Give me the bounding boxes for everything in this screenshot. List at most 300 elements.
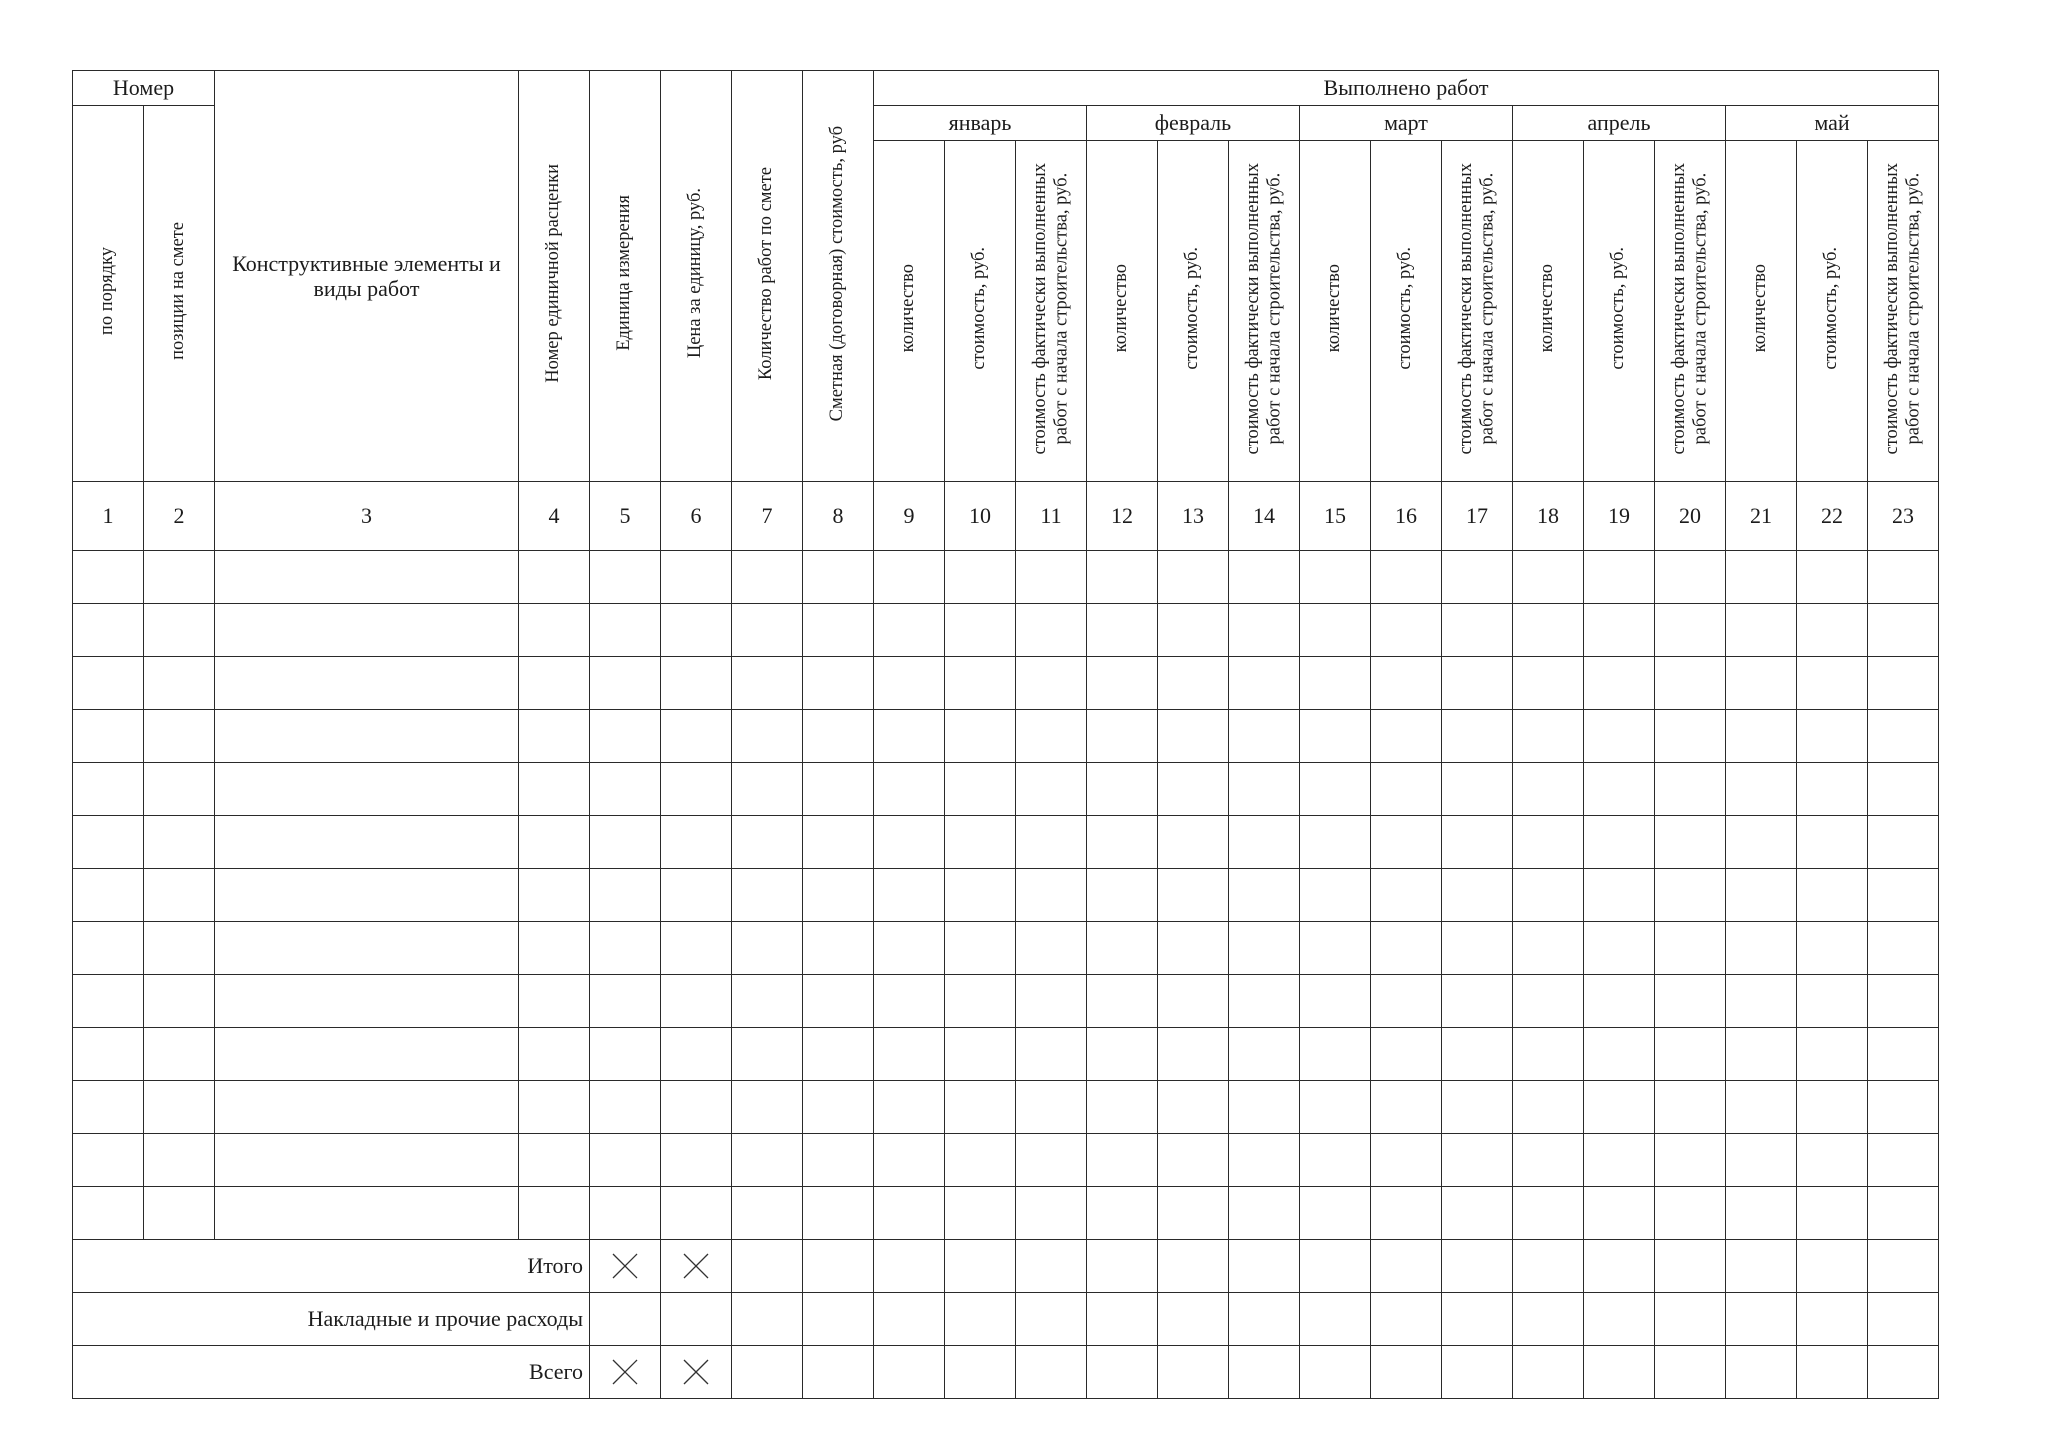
data-cell[interactable] [1371, 763, 1442, 816]
data-cell[interactable] [803, 975, 874, 1028]
data-cell[interactable] [874, 1134, 945, 1187]
data-cell[interactable] [1584, 763, 1655, 816]
data-cell[interactable] [1300, 604, 1371, 657]
data-cell[interactable] [874, 763, 945, 816]
data-cell[interactable] [1371, 604, 1442, 657]
data-cell[interactable] [661, 975, 732, 1028]
data-cell[interactable] [144, 1187, 215, 1240]
summary-cell[interactable] [1513, 1346, 1584, 1399]
data-cell[interactable] [1797, 816, 1868, 869]
data-cell[interactable] [1655, 922, 1726, 975]
data-cell[interactable] [1584, 1187, 1655, 1240]
data-cell[interactable] [1371, 710, 1442, 763]
data-cell[interactable] [215, 1134, 519, 1187]
data-cell[interactable] [1371, 816, 1442, 869]
data-cell[interactable] [661, 657, 732, 710]
data-cell[interactable] [590, 816, 661, 869]
data-cell[interactable] [1158, 1187, 1229, 1240]
summary-cell[interactable] [1300, 1293, 1371, 1346]
data-cell[interactable] [1726, 710, 1797, 763]
data-cell[interactable] [1513, 551, 1584, 604]
summary-cell[interactable] [661, 1293, 732, 1346]
data-cell[interactable] [215, 922, 519, 975]
data-cell[interactable] [144, 1134, 215, 1187]
data-cell[interactable] [1584, 1081, 1655, 1134]
data-cell[interactable] [1087, 1081, 1158, 1134]
data-cell[interactable] [732, 1187, 803, 1240]
data-cell[interactable] [945, 869, 1016, 922]
data-cell[interactable] [945, 763, 1016, 816]
data-cell[interactable] [1726, 922, 1797, 975]
data-cell[interactable] [1584, 657, 1655, 710]
data-cell[interactable] [803, 710, 874, 763]
data-cell[interactable] [1300, 763, 1371, 816]
data-cell[interactable] [215, 975, 519, 1028]
data-cell[interactable] [1797, 975, 1868, 1028]
data-cell[interactable] [1584, 710, 1655, 763]
data-cell[interactable] [661, 922, 732, 975]
data-cell[interactable] [1016, 763, 1087, 816]
data-cell[interactable] [1016, 1134, 1087, 1187]
data-cell[interactable] [874, 710, 945, 763]
data-cell[interactable] [1087, 604, 1158, 657]
data-cell[interactable] [1442, 816, 1513, 869]
data-cell[interactable] [1016, 1187, 1087, 1240]
data-cell[interactable] [1087, 1187, 1158, 1240]
data-cell[interactable] [215, 1187, 519, 1240]
data-cell[interactable] [732, 816, 803, 869]
data-cell[interactable] [1158, 604, 1229, 657]
data-cell[interactable] [590, 1187, 661, 1240]
data-cell[interactable] [945, 657, 1016, 710]
data-cell[interactable] [874, 1187, 945, 1240]
data-cell[interactable] [1655, 657, 1726, 710]
data-cell[interactable] [590, 763, 661, 816]
data-cell[interactable] [1868, 1028, 1939, 1081]
summary-cell[interactable] [1300, 1346, 1371, 1399]
data-cell[interactable] [1868, 763, 1939, 816]
data-cell[interactable] [945, 1187, 1016, 1240]
data-cell[interactable] [1868, 1081, 1939, 1134]
data-cell[interactable] [1442, 1187, 1513, 1240]
data-cell[interactable] [1371, 869, 1442, 922]
data-cell[interactable] [803, 869, 874, 922]
data-cell[interactable] [1442, 657, 1513, 710]
data-cell[interactable] [1513, 1028, 1584, 1081]
data-cell[interactable] [1229, 1187, 1300, 1240]
data-cell[interactable] [732, 1081, 803, 1134]
summary-cell[interactable] [803, 1240, 874, 1293]
data-cell[interactable] [1797, 1028, 1868, 1081]
data-cell[interactable] [1158, 657, 1229, 710]
data-cell[interactable] [1584, 816, 1655, 869]
data-cell[interactable] [215, 1028, 519, 1081]
data-cell[interactable] [590, 1028, 661, 1081]
data-cell[interactable] [1371, 922, 1442, 975]
data-cell[interactable] [1655, 604, 1726, 657]
data-cell[interactable] [1442, 1081, 1513, 1134]
data-cell[interactable] [1229, 1028, 1300, 1081]
data-cell[interactable] [215, 763, 519, 816]
data-cell[interactable] [1513, 710, 1584, 763]
data-cell[interactable] [1797, 763, 1868, 816]
data-cell[interactable] [1442, 604, 1513, 657]
data-cell[interactable] [1868, 710, 1939, 763]
data-cell[interactable] [1229, 922, 1300, 975]
data-cell[interactable] [73, 604, 144, 657]
data-cell[interactable] [1797, 922, 1868, 975]
summary-cell[interactable] [803, 1293, 874, 1346]
summary-cell[interactable] [1158, 1240, 1229, 1293]
summary-cell[interactable] [1016, 1293, 1087, 1346]
summary-cell[interactable] [874, 1240, 945, 1293]
data-cell[interactable] [1868, 975, 1939, 1028]
data-cell[interactable] [1158, 1081, 1229, 1134]
data-cell[interactable] [1584, 975, 1655, 1028]
summary-cell[interactable] [1158, 1346, 1229, 1399]
summary-cell[interactable] [945, 1240, 1016, 1293]
data-cell[interactable] [803, 816, 874, 869]
data-cell[interactable] [1158, 975, 1229, 1028]
data-cell[interactable] [1371, 1028, 1442, 1081]
data-cell[interactable] [803, 1134, 874, 1187]
data-cell[interactable] [1158, 1028, 1229, 1081]
data-cell[interactable] [1726, 975, 1797, 1028]
data-cell[interactable] [1513, 922, 1584, 975]
data-cell[interactable] [73, 816, 144, 869]
data-cell[interactable] [1087, 657, 1158, 710]
summary-cell[interactable] [1797, 1240, 1868, 1293]
data-cell[interactable] [1655, 1028, 1726, 1081]
data-cell[interactable] [1513, 869, 1584, 922]
data-cell[interactable] [1655, 1187, 1726, 1240]
data-cell[interactable] [1158, 1134, 1229, 1187]
data-cell[interactable] [874, 604, 945, 657]
data-cell[interactable] [1087, 922, 1158, 975]
data-cell[interactable] [1016, 975, 1087, 1028]
data-cell[interactable] [1087, 975, 1158, 1028]
data-cell[interactable] [1442, 710, 1513, 763]
data-cell[interactable] [1087, 869, 1158, 922]
data-cell[interactable] [874, 1081, 945, 1134]
data-cell[interactable] [1229, 657, 1300, 710]
data-cell[interactable] [874, 922, 945, 975]
data-cell[interactable] [874, 869, 945, 922]
summary-cell[interactable] [1655, 1293, 1726, 1346]
data-cell[interactable] [945, 816, 1016, 869]
data-cell[interactable] [1300, 657, 1371, 710]
summary-cell[interactable] [1513, 1293, 1584, 1346]
data-cell[interactable] [803, 763, 874, 816]
data-cell[interactable] [1584, 1134, 1655, 1187]
data-cell[interactable] [144, 922, 215, 975]
data-cell[interactable] [73, 710, 144, 763]
data-cell[interactable] [215, 816, 519, 869]
data-cell[interactable] [73, 869, 144, 922]
summary-cell[interactable] [1584, 1293, 1655, 1346]
data-cell[interactable] [803, 551, 874, 604]
data-cell[interactable] [1371, 657, 1442, 710]
data-cell[interactable] [1726, 816, 1797, 869]
data-cell[interactable] [1442, 763, 1513, 816]
data-cell[interactable] [144, 710, 215, 763]
data-cell[interactable] [803, 604, 874, 657]
data-cell[interactable] [1087, 763, 1158, 816]
summary-cell[interactable] [1229, 1240, 1300, 1293]
data-cell[interactable] [1655, 869, 1726, 922]
data-cell[interactable] [1300, 1081, 1371, 1134]
data-cell[interactable] [144, 816, 215, 869]
summary-cell[interactable] [1797, 1346, 1868, 1399]
data-cell[interactable] [1016, 922, 1087, 975]
data-cell[interactable] [803, 922, 874, 975]
summary-cell[interactable] [1726, 1346, 1797, 1399]
data-cell[interactable] [1087, 710, 1158, 763]
data-cell[interactable] [1442, 975, 1513, 1028]
data-cell[interactable] [519, 975, 590, 1028]
data-cell[interactable] [874, 657, 945, 710]
summary-cell[interactable] [1371, 1293, 1442, 1346]
data-cell[interactable] [1655, 710, 1726, 763]
data-cell[interactable] [945, 975, 1016, 1028]
data-cell[interactable] [1229, 1081, 1300, 1134]
data-cell[interactable] [1868, 657, 1939, 710]
data-cell[interactable] [1797, 1187, 1868, 1240]
data-cell[interactable] [1300, 869, 1371, 922]
data-cell[interactable] [874, 975, 945, 1028]
data-cell[interactable] [1016, 816, 1087, 869]
data-cell[interactable] [1442, 869, 1513, 922]
data-cell[interactable] [803, 657, 874, 710]
data-cell[interactable] [661, 551, 732, 604]
data-cell[interactable] [1726, 763, 1797, 816]
summary-cell[interactable] [1300, 1240, 1371, 1293]
data-cell[interactable] [732, 763, 803, 816]
data-cell[interactable] [215, 657, 519, 710]
data-cell[interactable] [1371, 1134, 1442, 1187]
summary-cell[interactable] [1868, 1346, 1939, 1399]
data-cell[interactable] [1868, 1187, 1939, 1240]
data-cell[interactable] [1868, 604, 1939, 657]
data-cell[interactable] [1442, 922, 1513, 975]
data-cell[interactable] [73, 551, 144, 604]
summary-cell[interactable] [1726, 1293, 1797, 1346]
data-cell[interactable] [1513, 657, 1584, 710]
data-cell[interactable] [1300, 551, 1371, 604]
data-cell[interactable] [1158, 710, 1229, 763]
data-cell[interactable] [732, 975, 803, 1028]
data-cell[interactable] [590, 710, 661, 763]
data-cell[interactable] [945, 710, 1016, 763]
data-cell[interactable] [144, 869, 215, 922]
data-cell[interactable] [1300, 816, 1371, 869]
data-cell[interactable] [732, 710, 803, 763]
data-cell[interactable] [874, 1028, 945, 1081]
data-cell[interactable] [1584, 604, 1655, 657]
data-cell[interactable] [732, 657, 803, 710]
data-cell[interactable] [1655, 763, 1726, 816]
data-cell[interactable] [661, 1028, 732, 1081]
summary-cell[interactable] [732, 1293, 803, 1346]
data-cell[interactable] [590, 604, 661, 657]
data-cell[interactable] [1513, 1134, 1584, 1187]
data-cell[interactable] [1158, 922, 1229, 975]
data-cell[interactable] [73, 1028, 144, 1081]
data-cell[interactable] [590, 1081, 661, 1134]
data-cell[interactable] [590, 975, 661, 1028]
summary-cell[interactable] [1229, 1346, 1300, 1399]
summary-cell[interactable] [1513, 1240, 1584, 1293]
data-cell[interactable] [1016, 710, 1087, 763]
data-cell[interactable] [1797, 1134, 1868, 1187]
summary-cell[interactable] [732, 1240, 803, 1293]
data-cell[interactable] [732, 1134, 803, 1187]
data-cell[interactable] [144, 975, 215, 1028]
data-cell[interactable] [73, 1081, 144, 1134]
data-cell[interactable] [1868, 1134, 1939, 1187]
summary-cell[interactable] [1158, 1293, 1229, 1346]
data-cell[interactable] [144, 657, 215, 710]
data-cell[interactable] [661, 1187, 732, 1240]
data-cell[interactable] [661, 816, 732, 869]
data-cell[interactable] [1371, 551, 1442, 604]
data-cell[interactable] [1797, 869, 1868, 922]
data-cell[interactable] [803, 1187, 874, 1240]
data-cell[interactable] [1158, 816, 1229, 869]
data-cell[interactable] [874, 551, 945, 604]
data-cell[interactable] [1726, 551, 1797, 604]
data-cell[interactable] [519, 1187, 590, 1240]
data-cell[interactable] [661, 604, 732, 657]
summary-cell[interactable] [1442, 1240, 1513, 1293]
data-cell[interactable] [661, 710, 732, 763]
data-cell[interactable] [1016, 869, 1087, 922]
data-cell[interactable] [1797, 657, 1868, 710]
data-cell[interactable] [144, 1028, 215, 1081]
data-cell[interactable] [1300, 1028, 1371, 1081]
summary-cell[interactable] [1442, 1346, 1513, 1399]
data-cell[interactable] [1371, 975, 1442, 1028]
data-cell[interactable] [215, 551, 519, 604]
summary-cell[interactable] [1087, 1346, 1158, 1399]
data-cell[interactable] [732, 922, 803, 975]
summary-cell[interactable] [945, 1293, 1016, 1346]
data-cell[interactable] [519, 816, 590, 869]
data-cell[interactable] [519, 551, 590, 604]
data-cell[interactable] [1584, 922, 1655, 975]
data-cell[interactable] [519, 922, 590, 975]
data-cell[interactable] [1726, 657, 1797, 710]
data-cell[interactable] [519, 763, 590, 816]
data-cell[interactable] [1584, 551, 1655, 604]
data-cell[interactable] [73, 922, 144, 975]
data-cell[interactable] [1087, 816, 1158, 869]
data-cell[interactable] [1797, 604, 1868, 657]
data-cell[interactable] [803, 1081, 874, 1134]
summary-cell[interactable] [1016, 1346, 1087, 1399]
summary-cell[interactable] [1655, 1240, 1726, 1293]
data-cell[interactable] [1726, 1187, 1797, 1240]
data-cell[interactable] [1513, 763, 1584, 816]
data-cell[interactable] [1726, 1134, 1797, 1187]
data-cell[interactable] [1229, 975, 1300, 1028]
data-cell[interactable] [1513, 604, 1584, 657]
summary-cell[interactable] [1868, 1240, 1939, 1293]
data-cell[interactable] [945, 1028, 1016, 1081]
data-cell[interactable] [1868, 551, 1939, 604]
summary-cell[interactable] [590, 1293, 661, 1346]
data-cell[interactable] [661, 1134, 732, 1187]
summary-cell[interactable] [1087, 1293, 1158, 1346]
data-cell[interactable] [1726, 1081, 1797, 1134]
data-cell[interactable] [73, 1134, 144, 1187]
data-cell[interactable] [1229, 763, 1300, 816]
data-cell[interactable] [1655, 1134, 1726, 1187]
data-cell[interactable] [1655, 816, 1726, 869]
data-cell[interactable] [1655, 975, 1726, 1028]
data-cell[interactable] [144, 551, 215, 604]
data-cell[interactable] [519, 1134, 590, 1187]
data-cell[interactable] [732, 604, 803, 657]
data-cell[interactable] [1513, 1187, 1584, 1240]
data-cell[interactable] [590, 551, 661, 604]
summary-cell[interactable] [874, 1293, 945, 1346]
data-cell[interactable] [1300, 1187, 1371, 1240]
data-cell[interactable] [1655, 1081, 1726, 1134]
data-cell[interactable] [1442, 551, 1513, 604]
summary-cell[interactable] [1229, 1293, 1300, 1346]
data-cell[interactable] [1655, 551, 1726, 604]
data-cell[interactable] [590, 869, 661, 922]
summary-cell[interactable] [1087, 1240, 1158, 1293]
data-cell[interactable] [73, 1187, 144, 1240]
data-cell[interactable] [1726, 869, 1797, 922]
data-cell[interactable] [1229, 816, 1300, 869]
data-cell[interactable] [1087, 1028, 1158, 1081]
summary-cell[interactable] [1726, 1240, 1797, 1293]
data-cell[interactable] [1229, 869, 1300, 922]
data-cell[interactable] [144, 604, 215, 657]
data-cell[interactable] [519, 1081, 590, 1134]
data-cell[interactable] [1016, 1081, 1087, 1134]
data-cell[interactable] [732, 869, 803, 922]
data-cell[interactable] [519, 657, 590, 710]
data-cell[interactable] [732, 1028, 803, 1081]
summary-cell[interactable] [1371, 1240, 1442, 1293]
data-cell[interactable] [215, 604, 519, 657]
data-cell[interactable] [215, 710, 519, 763]
data-cell[interactable] [1584, 1028, 1655, 1081]
data-cell[interactable] [945, 922, 1016, 975]
data-cell[interactable] [661, 763, 732, 816]
data-cell[interactable] [1797, 710, 1868, 763]
summary-cell[interactable] [1584, 1240, 1655, 1293]
data-cell[interactable] [945, 1081, 1016, 1134]
data-cell[interactable] [1442, 1028, 1513, 1081]
summary-cell[interactable] [732, 1346, 803, 1399]
data-cell[interactable] [1513, 816, 1584, 869]
data-cell[interactable] [661, 869, 732, 922]
data-cell[interactable] [1158, 763, 1229, 816]
data-cell[interactable] [73, 657, 144, 710]
summary-cell[interactable] [1442, 1293, 1513, 1346]
data-cell[interactable] [1726, 604, 1797, 657]
summary-cell[interactable] [1371, 1346, 1442, 1399]
summary-cell[interactable] [945, 1346, 1016, 1399]
data-cell[interactable] [519, 1028, 590, 1081]
summary-cell[interactable] [1868, 1293, 1939, 1346]
summary-cell[interactable] [803, 1346, 874, 1399]
